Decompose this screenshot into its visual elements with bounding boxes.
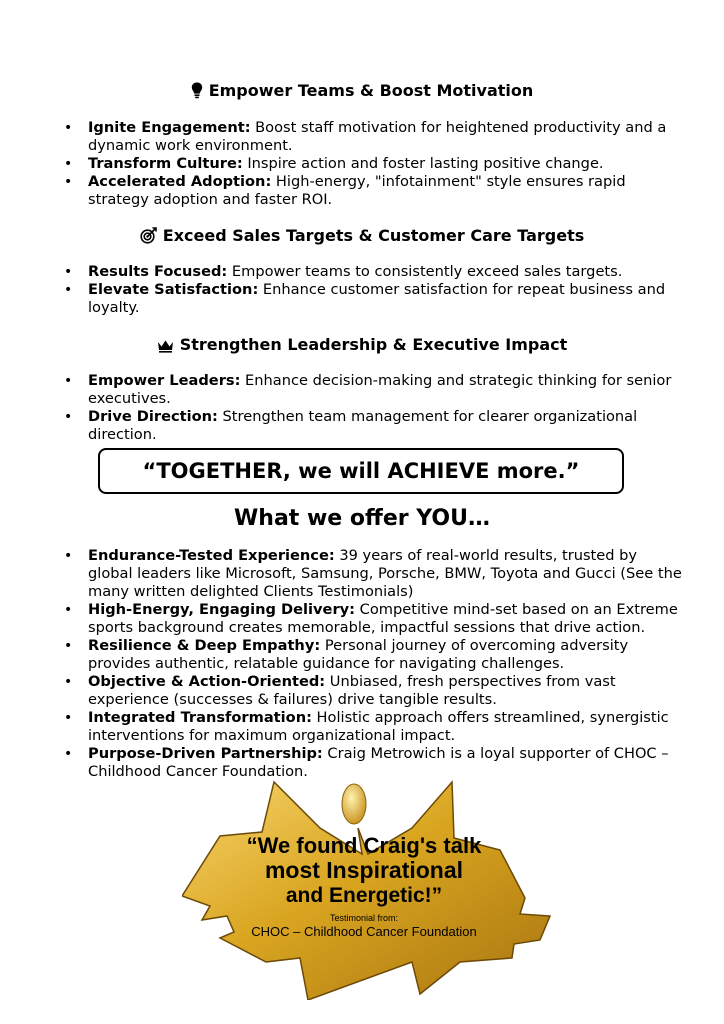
bullet-icon: • [64,674,73,690]
bullet-icon: • [64,710,73,726]
item-label: Resilience & Deep Empathy: [88,637,321,654]
section-heading-exceed-targets [0,226,724,249]
bullet-icon: • [64,174,73,190]
list-item [0,601,724,637]
bullet-icon: • [64,602,73,618]
list-item [0,173,724,209]
item-label: Objective & Action-Oriented: [88,673,326,690]
item-label: Integrated Transformation: [88,709,312,726]
item-label: Accelerated Adoption: [88,173,272,190]
item-text: Enhance decision-making and strategic thinking for senior executives. [88,372,672,407]
item-text: Boost staff motivation for heightened productivity and a dynamic work environment. [88,119,667,154]
bullet-icon: • [64,282,73,298]
item-label: High-Energy, Engaging Delivery: [88,601,356,618]
list-item [0,408,724,444]
lightbulb-icon [191,82,203,104]
list-item [0,745,724,781]
item-text: Competitive mind-set based on an Extreme sports background creates memorable, impactful sessions that drive action. [88,601,678,636]
exceed-targets-list [0,263,724,317]
item-label: Elevate Satisfaction: [88,281,259,298]
list-item [0,637,724,673]
item-text: High-energy, "infotainment" style ensures rapid strategy adoption and faster ROI. [88,173,626,208]
bullet-icon: • [64,120,73,136]
badge-organization: CHOC – Childhood Cancer Foundation [251,924,477,939]
section-heading-empower-teams [0,81,724,104]
item-text: Strengthen team management for clearer organizational direction. [88,408,638,443]
bullet-icon: • [64,746,73,762]
badge-quote-line-3: and Energetic!” [285,884,443,907]
empower-teams-list [0,119,724,209]
item-text: Unbiased, fresh perspectives from vast experience (successes & failures) drive tangible results. [88,673,616,708]
list-item [0,673,724,709]
item-label: Empower Leaders: [88,372,241,389]
list-item [0,281,724,317]
item-label: Endurance-Tested Experience: [88,547,335,564]
list-item [0,155,724,173]
bullet-icon: • [64,373,73,389]
bullet-icon: • [64,156,73,172]
leadership-list [0,372,724,444]
section-heading-leadership [0,335,724,358]
item-text: 39 years of real-world results, trusted by global leaders like Microsoft, Samsung, Porsche, BMW, Toyota and Gucci (See the many written delighted Clients Testimonials) [88,547,682,600]
item-label: Ignite Engagement: [88,119,251,136]
badge-quote-line-2: most Inspirational [264,857,464,883]
list-item [0,119,724,155]
item-text: Personal journey of overcoming adversity provides authentic, relatable guidance for navigating challenges. [88,637,629,672]
bullet-icon: • [64,638,73,654]
badge-testimonial-from: Testimonial from: [329,913,399,923]
bullet-icon: • [64,409,73,425]
offer-title: What we offer YOU… [234,506,490,531]
item-label: Purpose-Driven Partnership: [88,745,323,762]
bullet-icon: • [64,548,73,564]
offer-list [0,547,724,781]
list-item [0,372,724,408]
bullet-icon: • [64,264,73,280]
crown-icon [157,338,174,358]
section-heading-text: Strengthen Leadership & Executive Impact [179,335,568,354]
together-quote-box [98,448,624,494]
section-heading-text: Exceed Sales Targets & Customer Care Targets [162,226,585,245]
section-heading-text: Empower Teams & Boost Motivation [208,81,534,100]
item-text: Inspire action and foster lasting positive change. [242,155,604,172]
item-text: Holistic approach offers streamlined, synergistic interventions for maximum organizational impact. [88,709,669,744]
item-text: Craig Metrowich is a loyal supporter of CHOC – Childhood Cancer Foundation. [88,745,669,780]
list-item [0,263,724,281]
item-label: Drive Direction: [88,408,218,425]
list-item [0,709,724,745]
item-text: Empower teams to consistently exceed sales targets. [227,263,623,280]
item-label: Results Focused: [88,263,228,280]
target-icon [140,227,157,249]
testimonial-badge [182,780,552,1000]
list-item [0,547,724,601]
quote-text: “TOGETHER, we will ACHIEVE more.” [142,459,580,483]
badge-quote-line-1: “We found Craig's talk [246,833,482,858]
item-label: Transform Culture: [88,155,243,172]
item-text: Enhance customer satisfaction for repeat business and loyalty. [88,281,666,316]
